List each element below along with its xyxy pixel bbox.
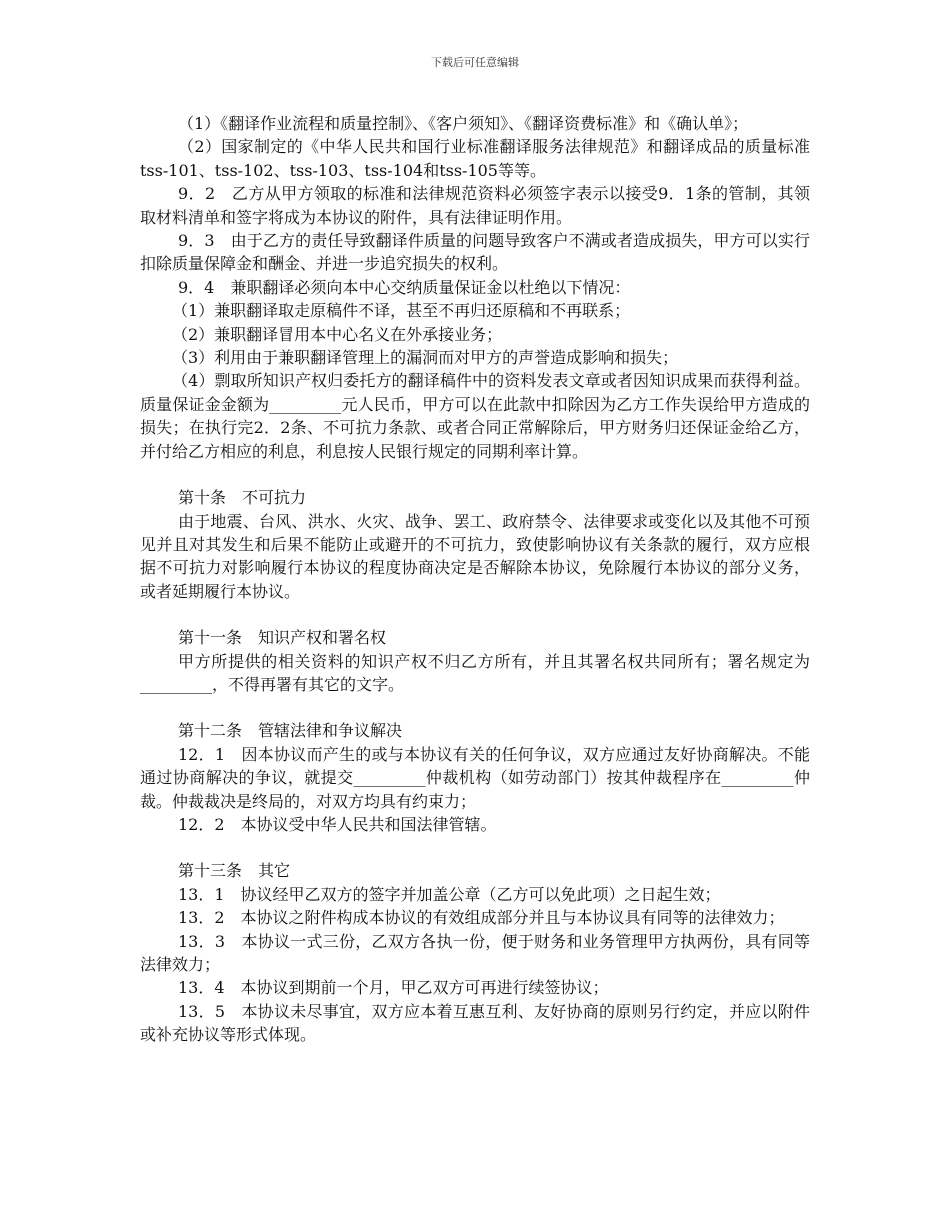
article-9-paragraph: 9．4 兼职翻译必须向本中心交纳质量保证金以杜绝以下情况：	[178, 277, 631, 297]
section-13-item: 13．2 本协议之附件构成本协议的有效组成部分并且与本协议具有同等的法律效力；	[178, 908, 785, 928]
article-9-continuation	[140, 112, 810, 463]
section-13-item: 13．4 本协议到期前一个月，甲乙双方可再进行续签协议；	[178, 978, 609, 998]
article-9-paragraph: （4）剽取所知识产权归委托方的翻译稿件中的资料发表文章或者因知识成果而获得利益。质量保证金金额为_________元人民币，甲方可以在此款中扣除因为乙方工作失误给甲方造成的损失；在执行完2．2条、不可抗力条款、或者合同正常解除后，甲方财务归还保证金给乙方，并付给乙方相应的利息，利息按人民银行规定的同期利率计算。	[140, 371, 810, 461]
article-9-paragraph: （2）国家制定的《中华人民共和国行业标准翻译服务法律规范》和翻译成品的质量标准tss-101、tss-102、tss-103、tss-104和tss-105等等。	[140, 137, 810, 180]
section-12-title: 第十二条 管辖法律和争议解决	[178, 721, 403, 741]
paragraph-gap	[140, 603, 810, 626]
section-13-item: 13．1 协议经甲乙双方的签字并加盖公章（乙方可以免此项）之日起生效；	[178, 884, 721, 904]
article-9-paragraph: 9．3 由于乙方的责任导致翻译件质量的问题导致客户不满或者造成损失，甲方可以实行扣除质量保障金和酬金、并进一步追究损失的权利。	[140, 231, 810, 274]
paragraph-gap	[140, 836, 810, 859]
section-13-item: 13．5 本协议未尽事宜，双方应本着互惠互利、友好协商的原则另行约定，并应以附件或补充协议等形式体现。	[140, 1001, 810, 1045]
section-12-item: 12．2 本协议受中华人民共和国法律管辖。	[178, 814, 497, 834]
paragraph-gap	[140, 696, 810, 719]
article-9-paragraph: 9．2 乙方从甲方领取的标准和法律规范资料必须签字表示以接受9．1条的管制，其领取材料清单和签字将成为本协议的附件，具有法律证明作用。	[140, 184, 810, 227]
article-9-paragraph: （1）兼职翻译取走原稿件不译，甚至不再归还原稿和不再联系；	[172, 301, 631, 321]
section-10-title: 第十条 不可抗力	[178, 488, 307, 508]
section-10-text: 由于地震、台风、洪水、火灾、战争、罢工、政府禁令、法律要求或变化以及其他不可预见并且对其发生和后果不能防止或避开的不可抗力，致使影响协议有关条款的履行，双方应根据不可抗力对影响履行本协议的程度协商决定是否解除本协议，免除履行本协议的部分义务，或者延期履行本协议。	[140, 511, 810, 601]
section-13-title: 第十三条 其它	[178, 861, 291, 881]
paragraph-gap	[140, 463, 810, 486]
section-12-item: 12．1 因本协议而产生的或与本协议有关的任何争议，双方应通过友好协商解决。不能通过协商解决的争议，就提交_________仲裁机构（如劳动部门）按其仲裁程序在_________仲裁。仲裁裁决是终局的，对双方均具有约束力；	[140, 744, 810, 811]
page-header: 下载后可任意编辑	[431, 56, 519, 69]
article-9-paragraph: （2）兼职翻译冒用本中心名义在外承接业务；	[172, 324, 503, 344]
section-11-text: 甲方所提供的相关资料的知识产权不归乙方所有，并且其署名权共同所有；署名规定为_________，不得再署有其它的文字。	[140, 651, 810, 694]
document-body	[140, 112, 810, 1047]
article-9-paragraph: （1）《翻译作业流程和质量控制》、《客户须知》、《翻译资费标准》和《确认单》；	[178, 114, 749, 133]
section-11-title: 第十一条 知识产权和署名权	[178, 628, 387, 648]
article-9-paragraph: （3）利用由于兼职翻译管理上的漏洞而对甲方的声誉造成影响和损失；	[172, 348, 679, 368]
section-13-item: 13．3 本协议一式三份，乙双方各执一份，便于财务和业务管理甲方执两份，具有同等法律效力；	[140, 931, 810, 974]
